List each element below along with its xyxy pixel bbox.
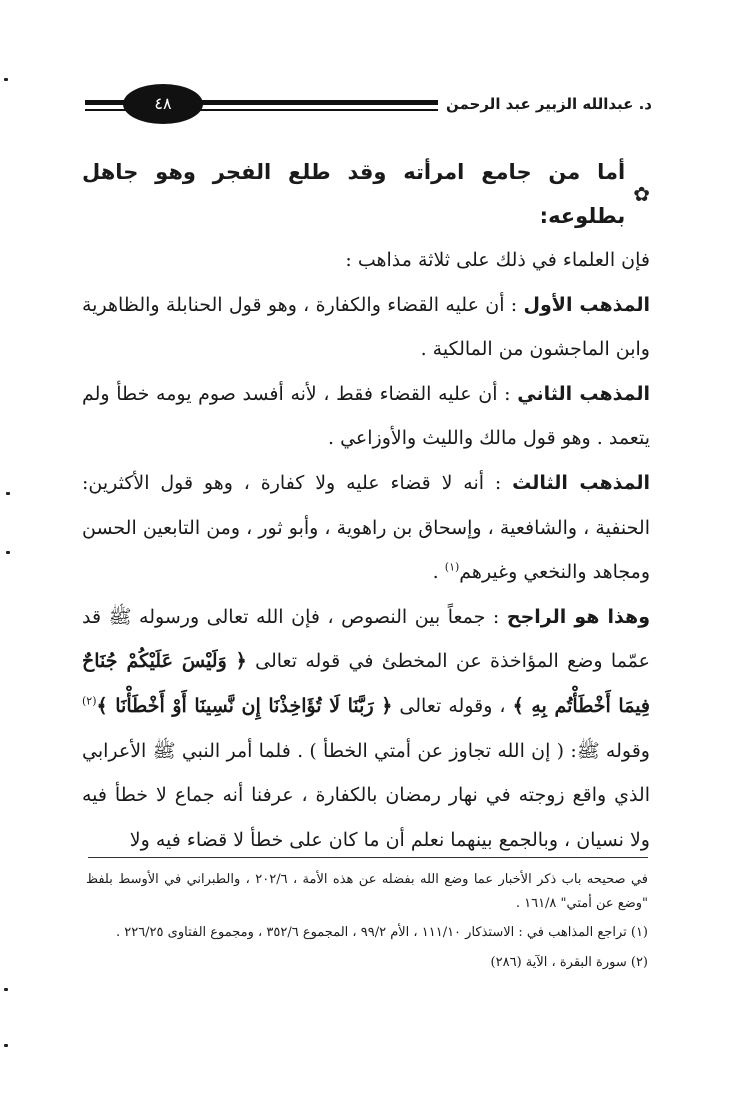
section-heading bbox=[82, 150, 650, 238]
scan-speck bbox=[4, 988, 8, 991]
scan-speck bbox=[6, 551, 10, 554]
footnote-2: (٢) سورة البقرة ، الآية (٢٨٦) bbox=[490, 954, 648, 970]
madhab-1-paragraph bbox=[82, 283, 650, 372]
madhab-2-paragraph bbox=[82, 372, 650, 461]
footnotes bbox=[86, 868, 648, 980]
section-heading-text: أما من جامع امرأته وقد طلع الفجر وهو جاهل بطلوعه: bbox=[82, 160, 626, 228]
madhab-1-text: : أن عليه القضاء والكفارة ، وهو قول الحنابلة والظاهرية وابن الماجشون من المالكية . bbox=[82, 293, 650, 361]
rajih-text-b: ، وقوله تعالى bbox=[392, 694, 513, 717]
footnote-1: (١) تراجع المذاهب في : الاستذكار ١١١/١٠ ، الأم ٩٩/٢ ، المجموع ٣٥٢/٦ ، ومجموع الفتاوى ٢٢٦/٢٥ . bbox=[115, 925, 648, 940]
rajih-term: وهذا هو الراجح bbox=[506, 605, 651, 628]
rajih-paragraph bbox=[82, 595, 650, 863]
scan-speck bbox=[4, 78, 8, 81]
page-number: ٤٨ bbox=[123, 84, 203, 124]
main-text bbox=[82, 150, 650, 862]
intro-paragraph: فإن العلماء في ذلك على ثلاثة مذاهب : bbox=[345, 249, 650, 271]
flower-ornament-icon: ✿ bbox=[633, 182, 650, 206]
madhab-2-text: : أن عليه القضاء فقط ، لأنه أفسد صوم يومه خطأ ولم يتعمد . وهو قول مالك والليث والأوزاعي . bbox=[82, 382, 650, 450]
madhab-1-term: المذهب الأول bbox=[523, 293, 651, 316]
madhab-3-paragraph bbox=[82, 461, 650, 595]
header-author: د. عبدالله الزبير عبد الرحمن bbox=[438, 89, 652, 119]
scan-speck bbox=[6, 492, 10, 495]
footnote-separator bbox=[88, 857, 648, 858]
scan-speck bbox=[4, 1044, 8, 1047]
footnote-marker-2: (٢) bbox=[82, 694, 97, 708]
madhab-3-tail: . bbox=[432, 561, 445, 584]
madhab-3-term: المذهب الثالث bbox=[512, 471, 650, 494]
madhab-3-text: : أنه لا قضاء عليه ولا كفارة ، وهو قول الأكثرين: الحنفية ، والشافعية ، وإسحاق بن راهوية ، وأبو ثور ، ومن التابعين الحسن ومجاهد والنخعي وغيرهم bbox=[82, 471, 650, 584]
footnote-marker-1: (١) bbox=[444, 560, 460, 574]
quran-verse-1: ﴿ وَلَيْسَ عَلَيْكُمْ جُنَاحٌ فِيمَا أَخْطَأْتُم بِهِ ﴾ bbox=[82, 650, 651, 717]
quran-verse-2: ﴿ رَبَّنَا لَا تُؤَاخِذْنَا إِن نَّسِينَا أَوْ أَخْطَأْنَا ﴾ bbox=[96, 694, 393, 717]
madhab-2-term: المذهب الثاني bbox=[517, 382, 651, 405]
rajih-text-a: : جمعاً بين النصوص ، فإن الله تعالى ورسوله ﷺ قد عمّما وضع المؤاخذة عن المخطئ في قوله تعالى bbox=[82, 605, 650, 673]
rajih-text-c: وقوله ﷺ: ( إن الله تجاوز عن أمتي الخطأ ) . فلما أمر النبي ﷺ الأعرابي الذي واقع زوجته في نهار رمضان بالكفارة ، عرفنا أنه جماع لا خطأ فيه ولا نسيان ، وبالجمع بينهما نعلم أن ما كان على خطأ لا قضاء فيه ولا bbox=[82, 739, 650, 851]
running-header bbox=[85, 84, 652, 126]
footnote-continued: في صحيحه باب ذكر الأخبار عما وضع الله بفضله عن هذه الأمة ، ٢٠٢/٦ ، والطبراني في الأوسط بلفظ "وضع عن أمتي" ١٦١/٨ . bbox=[86, 872, 648, 911]
